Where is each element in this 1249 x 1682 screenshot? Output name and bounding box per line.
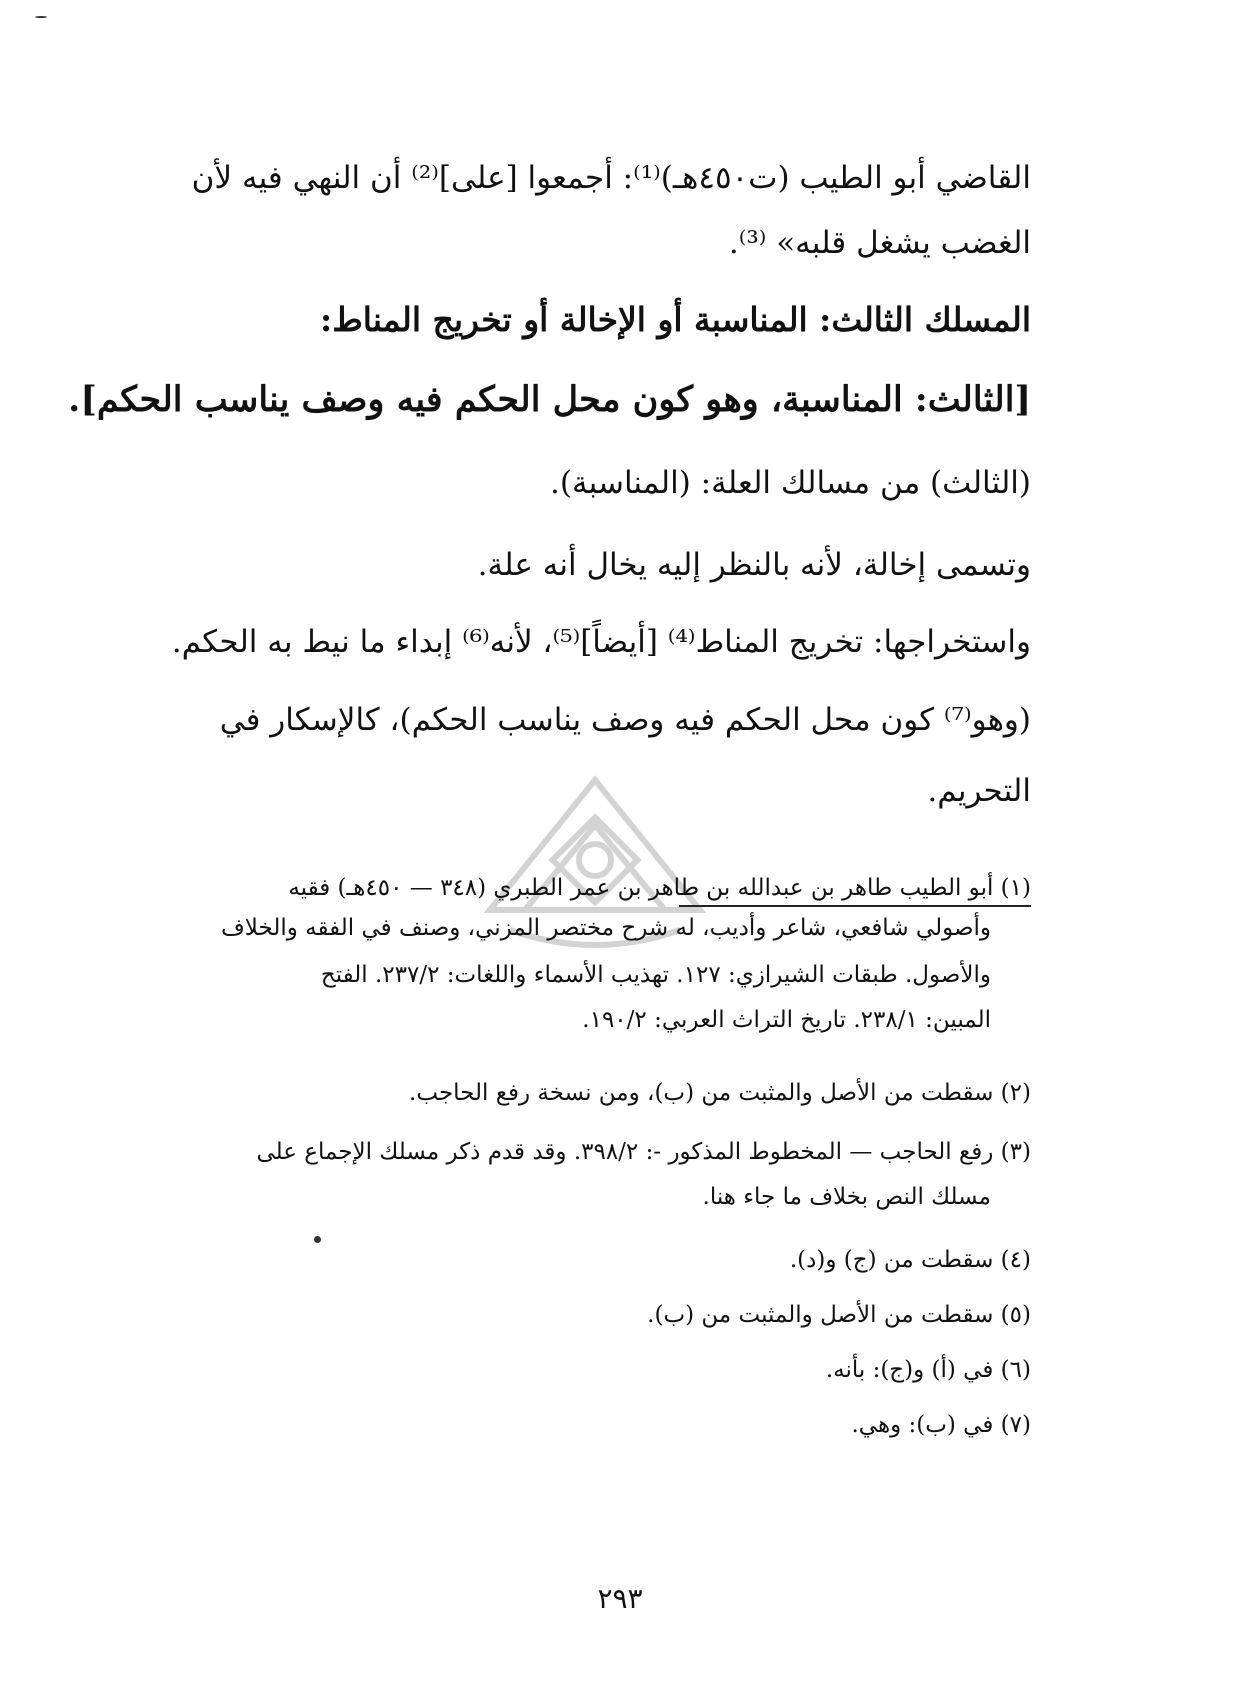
footnote-number: (٦) xyxy=(1000,1357,1031,1383)
footnote-7 xyxy=(195,1410,1031,1440)
matn-heading: [الثالث: المناسبة، وهو كون محل الحكم فيه وصف يناسب الحكم]. xyxy=(68,379,1031,420)
body-line: الغضب يشغل قلبه» ⁽³⁾. xyxy=(728,225,1031,261)
footnote-separator xyxy=(679,905,1031,907)
footnote-text: وأصولي شافعي، شاعر وأديب، له شرح مختصر المزني، وصنف في الفقه والخلاف xyxy=(220,915,991,941)
footnote-3 xyxy=(195,1137,1031,1167)
footnote-number: (٣) xyxy=(1000,1139,1031,1165)
paragraph: التحريم. xyxy=(927,773,1031,809)
footnote-text: في (ب): وهي. xyxy=(851,1412,994,1438)
footnote-4 xyxy=(195,1245,1031,1275)
footnote-number: (٤) xyxy=(1000,1247,1031,1273)
section-heading: المسلك الثالث: المناسبة أو الإخالة أو تخريج المناط: xyxy=(320,300,1031,339)
paragraph: واستخراجها: تخريج المناط⁽⁴⁾ [أيضاً]⁽⁵⁾، لأنه⁽⁶⁾ إبداء ما نيط به الحكم. xyxy=(171,624,1031,660)
footnote-2 xyxy=(195,1078,1031,1108)
body-line: القاضي أبو الطيب (ت٤٥٠هـ)⁽¹⁾: أجمعوا [على]⁽²⁾ أن النهي فيه لأن xyxy=(191,160,1031,196)
paragraph: (وهو⁽⁷⁾ كون محل الحكم فيه وصف يناسب الحكم)، كالإسكار في xyxy=(219,702,1031,738)
paragraph: وتسمى إخالة، لأنه بالنظر إليه يخال أنه علة. xyxy=(477,547,1031,583)
footnote-text: سقطت من (ج) و(د). xyxy=(789,1247,994,1273)
footnote-number: (٥) xyxy=(1000,1302,1031,1328)
footnote-number: (٧) xyxy=(1000,1412,1031,1438)
footnote-text: رفع الحاجب — المخطوط المذكور -: ٣٩٨/٢. وقد قدم ذكر مسلك الإجماع على xyxy=(256,1139,994,1165)
paragraph: (الثالث) من مسالك العلة: (المناسبة). xyxy=(550,465,1031,501)
footnote-text: أبو الطيب طاهر بن عبدالله بن طاهر بن عمر الطبري (٣٤٨ — ٤٥٠هـ) فقيه xyxy=(288,875,994,901)
footnote-1 xyxy=(195,873,1031,903)
footnote-text: المبين: ٢٣٨/١. تاريخ التراث العربي: ١٩٠/٢. xyxy=(582,1007,991,1033)
footnote-text: سقطت من الأصل والمثبت من (ب). xyxy=(647,1302,994,1328)
scan-speck xyxy=(314,1236,321,1243)
scan-speck xyxy=(35,16,47,18)
footnote-text: مسلك النص بخلاف ما جاء هنا. xyxy=(702,1184,991,1210)
page-number: ٢٩٣ xyxy=(597,1582,643,1615)
footnote-text: سقطت من الأصل والمثبت من (ب)، ومن نسخة رفع الحاجب. xyxy=(409,1080,994,1106)
footnote-5 xyxy=(195,1300,1031,1330)
footnote-number: (٢) xyxy=(1000,1080,1031,1106)
footnote-text: في (أ) و(ج): بأنه. xyxy=(825,1357,994,1383)
footnote-6 xyxy=(195,1355,1031,1385)
footnote-number: (١) xyxy=(1000,875,1031,901)
footnote-text: والأصول. طبقات الشيرازي: ١٢٧. تهذيب الأسماء واللغات: ٢٣٧/٢. الفتح xyxy=(320,962,991,988)
